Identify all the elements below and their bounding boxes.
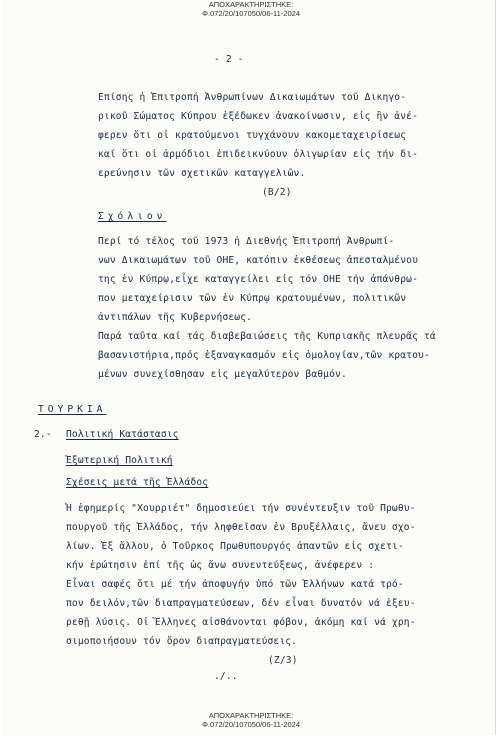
subsection-title: Ἐξωτερική Πολιτική (66, 455, 173, 466)
text-line: της ἐν Κύπρῳ,εἶχε καταγγείλει εἰς τόν ΟΗΕ τήν ἀπάνθρω- (98, 274, 418, 285)
text-line: πον δειλόν,τῶν διαπραγματεύσεων, δέν εἶναι δυνατόν νά ἐξευ- (66, 598, 416, 609)
text-line: καί ὅτι οἱ ἁρμόδιοι ἐπιδεικνύουν ὀλιγωρίαν εἰς τήν δι- (98, 149, 418, 160)
text-line: Περί τό τέλος τοῦ 1973 ἡ Διεθνής Ἐπιτροπή Ἀνθρωπί- (98, 236, 395, 247)
text-line: Ἡ ἐφημερίς "Χουρριέτ" δημοσιεύει τήν συνέντευξιν τοῦ Πρωθυ- (66, 503, 416, 514)
text-line: ρικοῦ Σώματος Κύπρου ἐξέδωκεν ἀνακοίνωσιν, εἰς ἣν ἀνέ- (98, 111, 418, 122)
text-line: Επίσης ἡ Ἐπιτροπή Ἀνθρωπίνων Δικαιωμάτων τοῦ Δικηγο- (98, 92, 407, 103)
stamp-label: ΑΠΟΧΑΡΑΚΤΗΡΙΣΤΗΚΕ: (208, 0, 294, 9)
continuation-mark: ./.. (214, 671, 238, 682)
text-line: κήν ἐρώτησιν ἐπί τῆς ὡς ἄνω συνεντεύξεως, ἀνέφερεν : (66, 560, 375, 571)
text-line: φερεν ὅτι οἱ κρατούμενοι τυγχάνουν κακομεταχειρίσεως (98, 130, 407, 141)
stamp-code: Φ.072/20/107050/06-11-2024 (201, 9, 300, 18)
text-line: Παρά ταῦτα καί τάς διαβεβαιώσεις τῆς Κυπριακῆς πλευρᾶς τά (98, 331, 436, 342)
stamp-label: ΑΠΟΧΑΡΑΚΤΗΡΙΣΤΗΚΕ: (208, 711, 294, 720)
reference-code: (Β/2) (262, 187, 292, 198)
section-title: Πολιτική Κατάστασις (66, 429, 179, 440)
text-line: νων Δικαιωμάτων τοῦ ΟΗΕ, κατόπιν ἐκθέσεως ἀπεσταλμένου (98, 255, 418, 266)
section-number: 2.- (34, 429, 52, 440)
scholion-heading: Σχόλιον (98, 211, 167, 222)
text-line: πουργοῦ τῆς Ἑλλάδος, τήν ληφθεῖσαν ἐν Βρυξέλλαις, ἄνευ σχο- (66, 522, 416, 533)
page-number: - 2 - (214, 54, 244, 65)
text-line: πον μεταχείρισιν τῶν ἐν Κύπρῳ κρατουμένων, πολιτικῶν (98, 293, 407, 304)
text-line: Εἶναι σαφές ὅτι μέ τήν ἀποφυγήν ὑπό τῶν Ἑλλήνων κατά τρό- (66, 579, 404, 590)
text-line: ερεύνησιν τῶν σχετικῶν καταγγελιῶν. (98, 168, 306, 179)
text-line: μένων συνεχίσθησαν εἰς μεγαλύτερον βαθμόν. (98, 369, 347, 380)
country-heading: ΤΟΥΡΚΙΑ (38, 404, 107, 415)
text-line: ἀντιπάλων τῆς Κυβερνήσεως. (98, 312, 253, 323)
declassification-stamp-bottom (0, 711, 502, 729)
text-line: σιμοποιήσουν τόν ὅρον διαπραγματεύσεις. (66, 636, 298, 647)
declassification-stamp-top (0, 0, 502, 18)
text-line: ρεθῇ λύσις. Οἱ Ἕλληνες αἰσθάνονται φόβον, ἀκόμη καί νά χρη- (66, 617, 416, 628)
subsubsection-title: Σχέσεις μετά τῆς Ἑλλάδος (66, 477, 209, 488)
text-line: βασανιστήρια,πρός ἐξαναγκασμόν εἰς ὁμολογίαν,τῶν κρατου- (98, 350, 430, 361)
reference-code: (Ζ/3) (268, 655, 298, 666)
text-line: λίων. Ἐξ ἄλλου, ὁ Τοῦρκος Πρωθυπουργός ἀπαντῶν εἰς σχετι- (66, 541, 404, 552)
stamp-code: Φ.072/20/107050/06-11-2024 (201, 720, 300, 729)
